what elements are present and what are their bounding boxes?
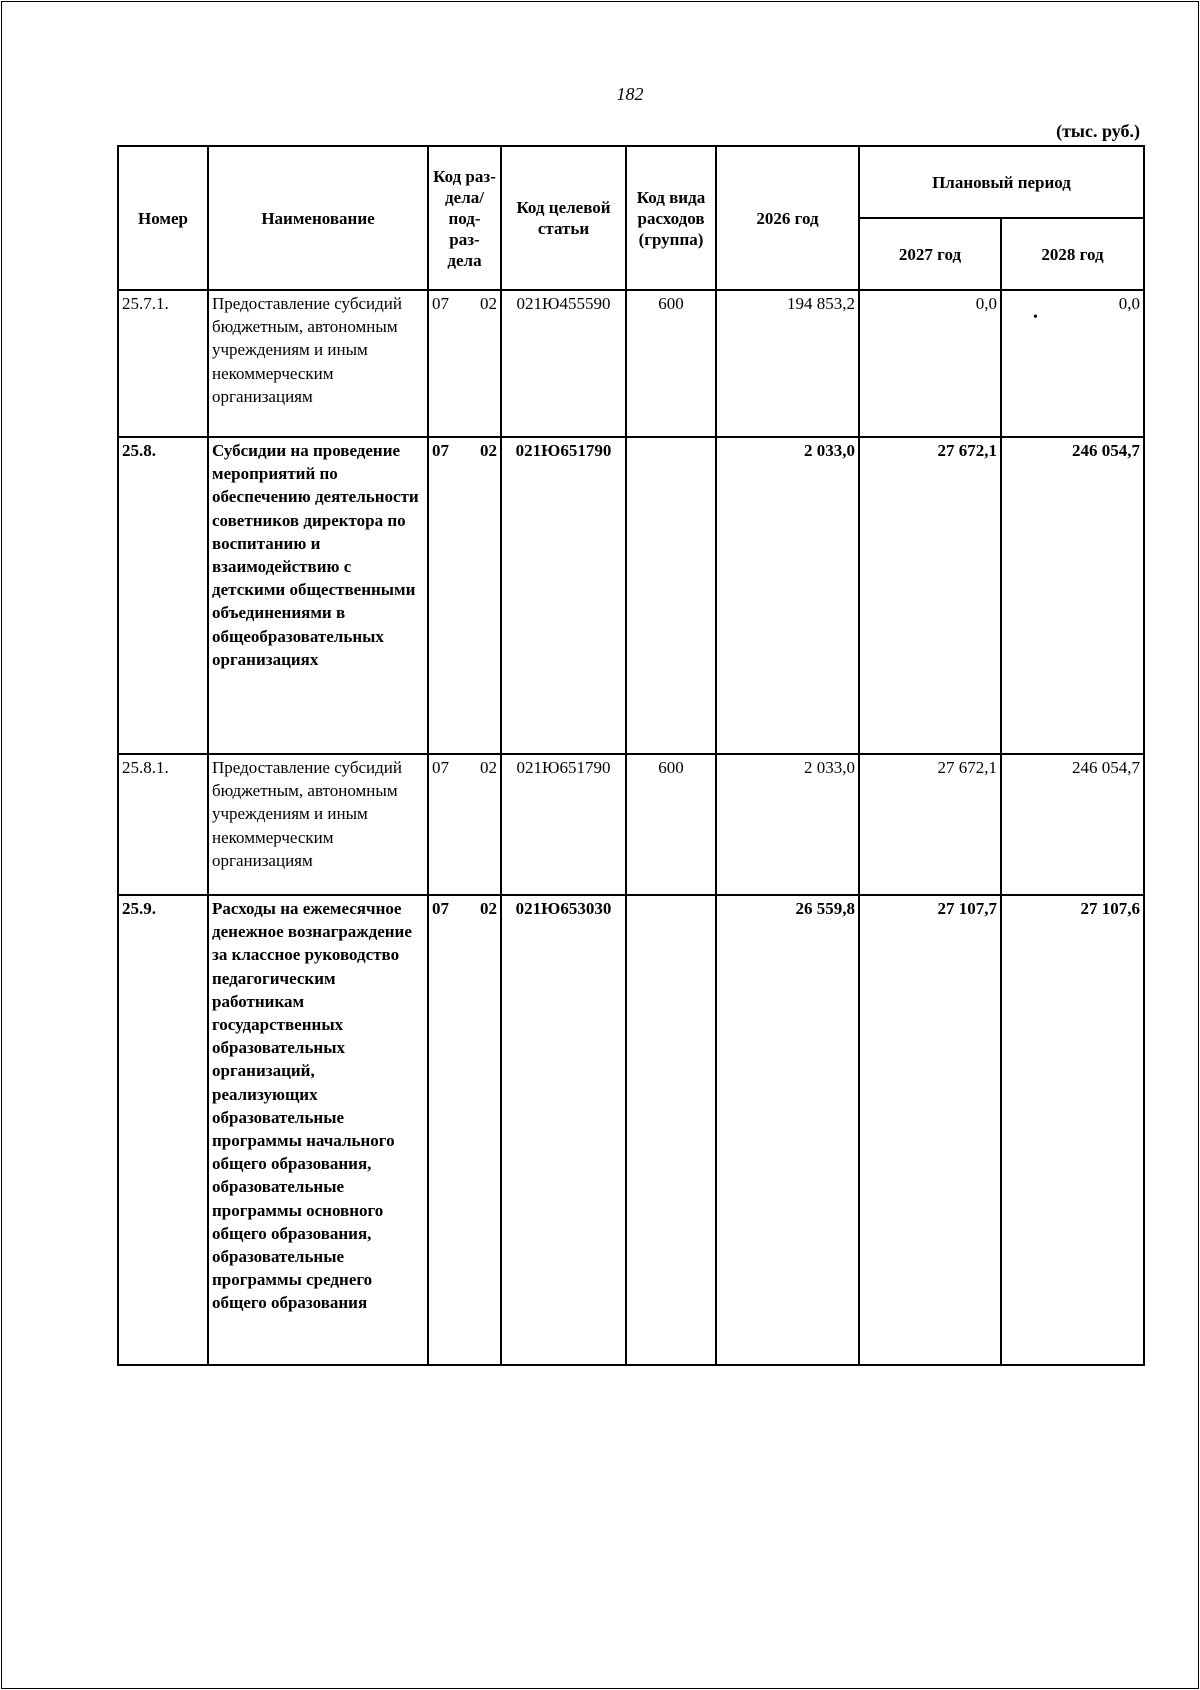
row-target-code: 021Ю653030 <box>501 895 626 1365</box>
row-year-2028-value: 0,0 <box>1118 294 1140 313</box>
row-section-code <box>428 290 501 437</box>
units-label: (тыс. руб.) <box>1056 121 1140 141</box>
row-number: 25.8. <box>118 437 208 754</box>
row-section-code <box>428 754 501 895</box>
row-year-2028: 246 054,7 <box>1001 754 1144 895</box>
row-expense-group <box>626 895 716 1365</box>
razdel-code: 07 <box>432 441 449 460</box>
row-year-2027: 27 672,1 <box>859 437 1001 754</box>
header-year-2028: 2028 год <box>1001 218 1144 290</box>
row-expense-group <box>626 437 716 754</box>
row-expense-group: 600 <box>626 290 716 437</box>
row-section-code <box>428 895 501 1365</box>
header-name: Наименование <box>208 146 428 290</box>
page-number: 182 <box>616 84 644 104</box>
table-body <box>118 290 1144 1365</box>
row-target-code: 021Ю651790 <box>501 437 626 754</box>
row-target-code: 021Ю651790 <box>501 754 626 895</box>
table-row <box>118 754 1144 895</box>
page-frame-left <box>1 1 2 1689</box>
header-planned-period: Плановый период <box>859 146 1144 218</box>
row-year-2028: 246 054,7 <box>1001 437 1144 754</box>
row-year-2027: 27 672,1 <box>859 754 1001 895</box>
scan-speck: • <box>1033 310 1038 326</box>
row-year-2026: 2 033,0 <box>716 754 859 895</box>
header-year-2026: 2026 год <box>716 146 859 290</box>
header-target-code: Код целевой статьи <box>501 146 626 290</box>
razdel-code: 07 <box>432 758 449 777</box>
podrazdel-code: 02 <box>480 441 497 460</box>
row-year-2028 <box>1001 290 1144 437</box>
row-year-2028: 27 107,6 <box>1001 895 1144 1365</box>
row-name: Субсидии на проведение мероприятий по обеспечению деятельности советников директора по воспитанию и взаимодействию с детскими общественными объединениями в общеобразовательных организациях <box>208 437 428 754</box>
podrazdel-code: 02 <box>480 758 497 777</box>
row-year-2026: 2 033,0 <box>716 437 859 754</box>
row-target-code: 021Ю455590 <box>501 290 626 437</box>
row-name: Предоставление субсидий бюджетным, автономным учреждениям и иным некоммерческим организациям <box>208 754 428 895</box>
razdel-code: 07 <box>432 294 449 313</box>
row-year-2027: 27 107,7 <box>859 895 1001 1365</box>
row-name: Расходы на ежемесячное денежное вознаграждение за классное руководство педагогическим работникам государственных образовательных организаций, реализующих образовательные программы начального общего образования, образовательные программы основного общего образования, образовательные программы среднего общего образования <box>208 895 428 1365</box>
header-year-2027: 2027 год <box>859 218 1001 290</box>
row-section-code <box>428 437 501 754</box>
page-frame-top <box>1 1 1199 2</box>
header-number: Номер <box>118 146 208 290</box>
table-row <box>118 895 1144 1365</box>
header-section-code: Код раз- дела/ под- раз- дела <box>428 146 501 290</box>
row-year-2026: 26 559,8 <box>716 895 859 1365</box>
row-number: 25.7.1. <box>118 290 208 437</box>
row-name: Предоставление субсидий бюджетным, автономным учреждениям и иным некоммерческим организациям <box>208 290 428 437</box>
budget-table <box>117 145 1145 1366</box>
page-frame-bottom <box>1 1688 1199 1689</box>
podrazdel-code: 02 <box>480 899 497 918</box>
row-expense-group: 600 <box>626 754 716 895</box>
row-number: 25.9. <box>118 895 208 1365</box>
table-row <box>118 290 1144 437</box>
table-header <box>118 146 1144 290</box>
row-year-2026: 194 853,2 <box>716 290 859 437</box>
page-frame-right <box>1198 1 1199 1689</box>
podrazdel-code: 02 <box>480 294 497 313</box>
row-year-2027: 0,0 <box>859 290 1001 437</box>
header-expense-group: Код вида расходов (группа) <box>626 146 716 290</box>
razdel-code: 07 <box>432 899 449 918</box>
table-row <box>118 437 1144 754</box>
row-number: 25.8.1. <box>118 754 208 895</box>
